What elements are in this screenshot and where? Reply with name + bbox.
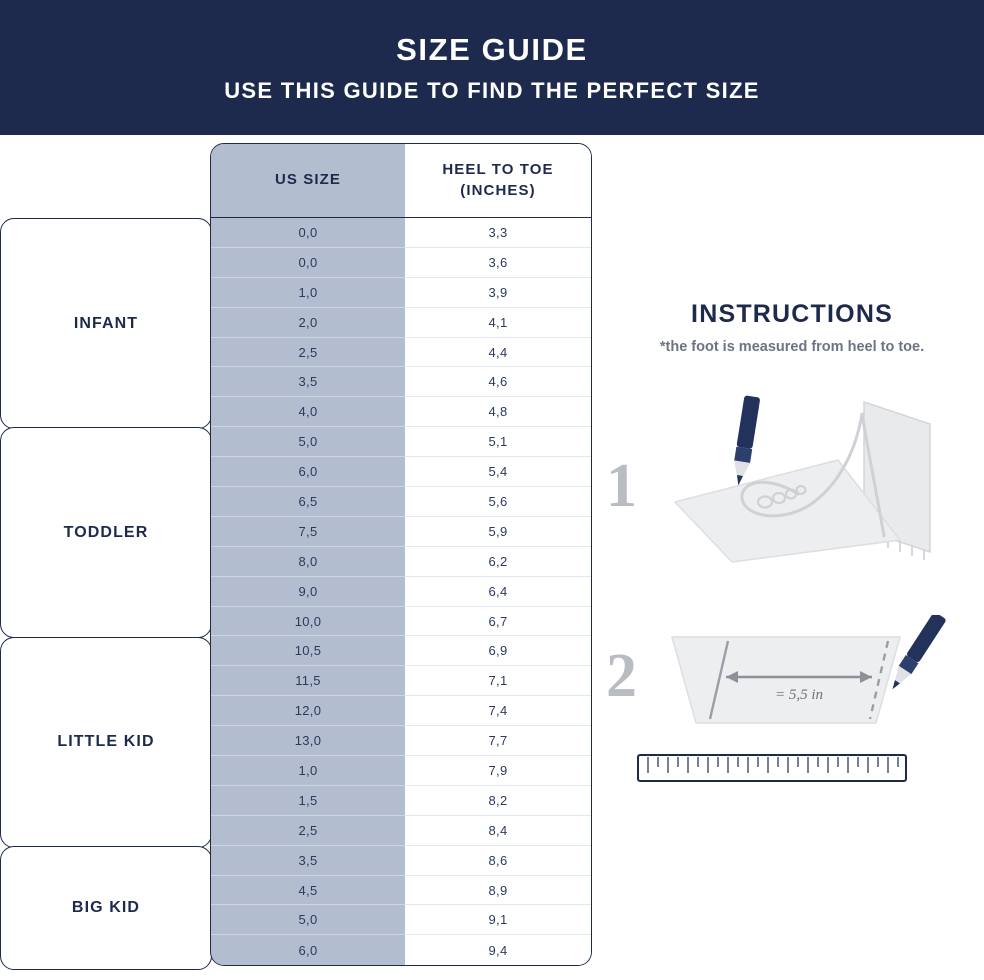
cell-heel-to-toe: 7,4 — [405, 696, 591, 726]
cell-heel-to-toe: 8,4 — [405, 816, 591, 846]
table-row — [211, 278, 591, 308]
step-number: 1 — [606, 452, 637, 520]
cell-us-size: 0,0 — [211, 218, 405, 248]
cell-heel-to-toe: 5,4 — [405, 457, 591, 487]
table-row — [211, 457, 591, 487]
cell-us-size: 9,0 — [211, 577, 405, 607]
table-body — [210, 218, 592, 966]
instructions-panel — [600, 300, 984, 860]
cell-us-size: 4,5 — [211, 876, 405, 906]
cell-heel-to-toe: 4,1 — [405, 308, 591, 338]
step-number: 2 — [606, 642, 637, 710]
category-little-kid — [0, 637, 212, 848]
cell-heel-to-toe: 3,9 — [405, 278, 591, 308]
cell-us-size: 2,0 — [211, 308, 405, 338]
cell-heel-to-toe: 4,6 — [405, 367, 591, 397]
table-row — [211, 726, 591, 756]
cell-us-size: 8,0 — [211, 547, 405, 577]
table-row — [211, 248, 591, 278]
table-row — [211, 876, 591, 906]
table-row — [211, 547, 591, 577]
cell-us-size: 2,5 — [211, 338, 405, 368]
category-big-kid — [0, 846, 212, 970]
instruction-step-2 — [600, 615, 984, 830]
cell-us-size: 6,0 — [211, 457, 405, 487]
column-header-heel-to-toe — [405, 144, 591, 217]
table-row — [211, 786, 591, 816]
table-row — [211, 696, 591, 726]
category-toddler — [0, 427, 212, 638]
category-label: TODDLER — [63, 523, 149, 541]
cell-heel-to-toe: 8,2 — [405, 786, 591, 816]
cell-heel-to-toe: 4,8 — [405, 397, 591, 427]
table-row — [211, 427, 591, 457]
cell-heel-to-toe: 5,6 — [405, 487, 591, 517]
cell-heel-to-toe: 5,1 — [405, 427, 591, 457]
table-row — [211, 636, 591, 666]
measurement-label: = 5,5 in — [774, 687, 824, 703]
cell-heel-to-toe: 3,3 — [405, 218, 591, 248]
instructions-title: INSTRUCTIONS — [691, 300, 893, 328]
instructions-note: *the foot is measured from heel to toe. — [659, 339, 925, 355]
table-row — [211, 935, 591, 965]
table-row — [211, 666, 591, 696]
instruction-step-1 — [600, 390, 984, 595]
cell-us-size: 11,5 — [211, 666, 405, 696]
cell-heel-to-toe: 5,9 — [405, 517, 591, 547]
table-header-row — [210, 143, 592, 218]
cell-heel-to-toe: 6,7 — [405, 607, 591, 637]
cell-us-size: 10,5 — [211, 636, 405, 666]
table-row — [211, 338, 591, 368]
column-header-label: US SIZE — [274, 171, 342, 189]
cell-us-size: 5,0 — [211, 427, 405, 457]
table-row — [211, 367, 591, 397]
column-header-us-size — [211, 144, 405, 217]
table-row — [211, 517, 591, 547]
cell-heel-to-toe: 7,9 — [405, 756, 591, 786]
size-guide-header — [0, 0, 984, 135]
page-subtitle: USE THIS GUIDE TO FIND THE PERFECT SIZE — [224, 77, 760, 103]
cell-us-size: 1,0 — [211, 756, 405, 786]
cell-heel-to-toe: 7,1 — [405, 666, 591, 696]
table-row — [211, 607, 591, 637]
table-row — [211, 487, 591, 517]
category-label: INFANT — [73, 314, 139, 332]
cell-us-size: 2,5 — [211, 816, 405, 846]
cell-heel-to-toe: 9,1 — [405, 905, 591, 935]
cell-us-size: 3,5 — [211, 846, 405, 876]
cell-heel-to-toe: 9,4 — [405, 935, 591, 965]
cell-us-size: 0,0 — [211, 248, 405, 278]
cell-us-size: 5,0 — [211, 905, 405, 935]
cell-heel-to-toe: 4,4 — [405, 338, 591, 368]
column-header-sublabel: (INCHES) — [460, 181, 536, 199]
category-column — [0, 218, 212, 969]
foot-trace-on-paper-icon — [600, 390, 984, 595]
cell-heel-to-toe: 3,6 — [405, 248, 591, 278]
cell-us-size: 3,5 — [211, 367, 405, 397]
size-table — [0, 143, 592, 980]
cell-heel-to-toe: 6,4 — [405, 577, 591, 607]
size-columns — [210, 143, 592, 966]
cell-us-size: 12,0 — [211, 696, 405, 726]
ruler-measure-icon — [600, 615, 984, 830]
cell-heel-to-toe: 8,6 — [405, 846, 591, 876]
cell-us-size: 13,0 — [211, 726, 405, 756]
cell-us-size: 1,0 — [211, 278, 405, 308]
table-row — [211, 846, 591, 876]
table-row — [211, 218, 591, 248]
cell-us-size: 1,5 — [211, 786, 405, 816]
table-row — [211, 308, 591, 338]
cell-us-size: 10,0 — [211, 607, 405, 637]
page-title: SIZE GUIDE — [396, 31, 588, 67]
cell-us-size: 6,0 — [211, 935, 405, 965]
table-row — [211, 397, 591, 427]
cell-heel-to-toe: 6,9 — [405, 636, 591, 666]
cell-us-size: 4,0 — [211, 397, 405, 427]
table-row — [211, 905, 591, 935]
cell-heel-to-toe: 6,2 — [405, 547, 591, 577]
column-header-label: HEEL TO TOE — [442, 161, 554, 179]
category-label: LITTLE KID — [57, 733, 155, 751]
cell-heel-to-toe: 8,9 — [405, 876, 591, 906]
cell-us-size: 6,5 — [211, 487, 405, 517]
category-label: BIG KID — [71, 899, 141, 917]
cell-us-size: 7,5 — [211, 517, 405, 547]
table-row — [211, 816, 591, 846]
cell-heel-to-toe: 7,7 — [405, 726, 591, 756]
category-infant — [0, 218, 212, 429]
table-row — [211, 577, 591, 607]
table-row — [211, 756, 591, 786]
